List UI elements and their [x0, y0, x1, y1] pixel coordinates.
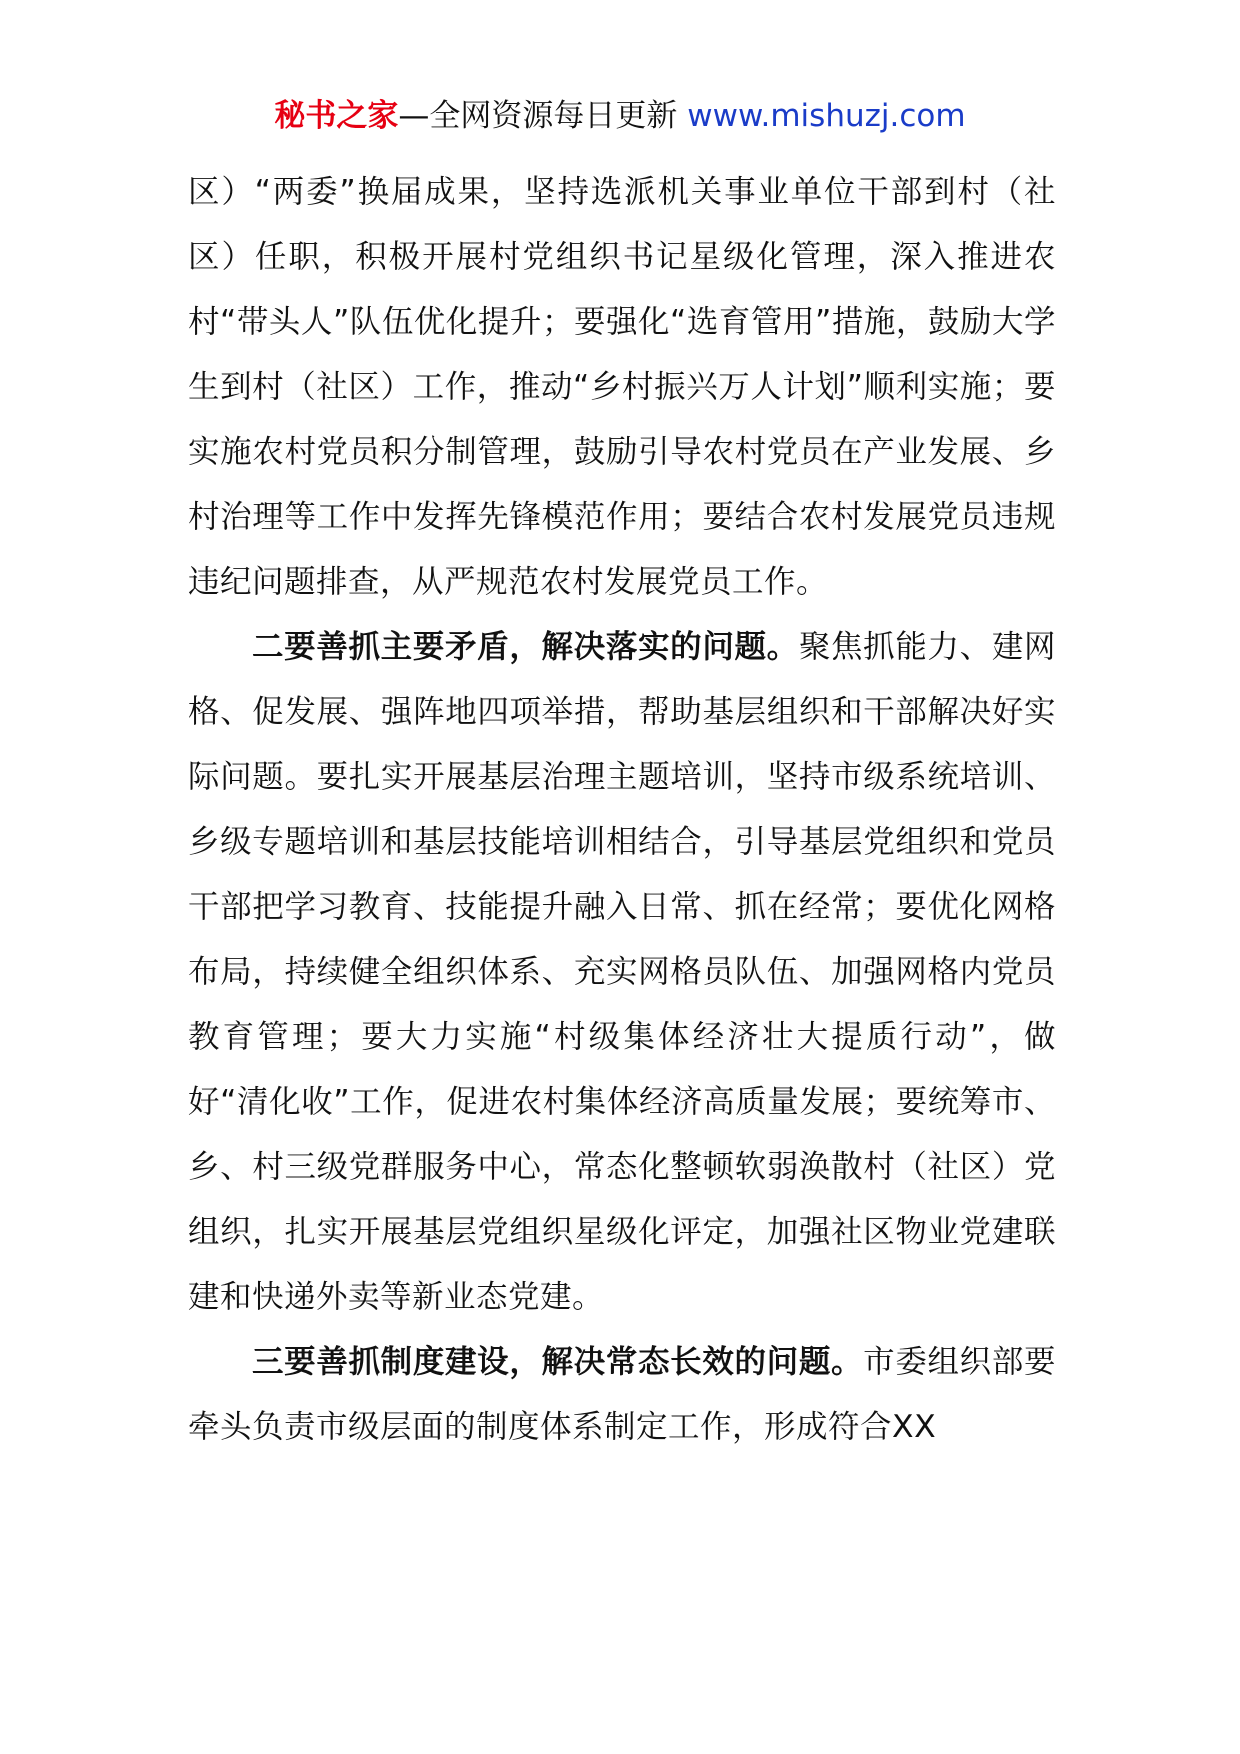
site-brand: 秘书之家	[274, 98, 399, 134]
site-tagline: —全网资源每日更新	[398, 98, 688, 134]
document-body	[188, 160, 1056, 1460]
paragraph-text: 聚焦抓能力、建网格、促发展、强阵地四项举措，帮助基层组织和干部解决好实际问题。要扎实开展基层治理主题培训，坚持市级系统培训、乡级专题培训和基层技能培训相结合，引导基层党组织和党员干部把学习教育、技能提升融入日常、抓在经常；要优化网格布局，持续健全组织体系、充实网格员队伍、加强网格内党员教育管理；要大力实施“村级集体经济壮大提质行动”，做好“清化收”工作，促进农村集体经济高质量发展；要统筹市、乡、村三级党群服务中心，常态化整顿软弱涣散村（社区）党组织，扎实开展基层党组织星级化评定，加强社区物业党建联建和快递外卖等新业态党建。	[188, 629, 1056, 1315]
paragraph-lead: 二要善抓主要矛盾，解决落实的问题。	[252, 629, 799, 665]
paragraph-point-three	[188, 1330, 1056, 1460]
paragraph-continuation	[188, 160, 1056, 615]
paragraph-lead: 三要善抓制度建设，解决常态长效的问题。	[252, 1344, 864, 1380]
paragraph-text: 市委组织部要牵头负责市级层面的制度体系制定工作，形成符合XX	[188, 1344, 1056, 1445]
paragraph-text: 区）“两委”换届成果，坚持选派机关事业单位干部到村（社区）任职，积极开展村党组织书记星级化管理，深入推进农村“带头人”队伍优化提升；要强化“选育管用”措施，鼓励大学生到村（社区）工作，推动“乡村振兴万人计划”顺利实施；要实施农村党员积分制管理，鼓励引导农村党员在产业发展、乡村治理等工作中发挥先锋模范作用；要结合农村发展党员违规违纪问题排查，从严规范农村发展党员工作。	[188, 174, 1056, 600]
paragraph-point-two	[188, 615, 1056, 1330]
site-header	[0, 96, 1240, 136]
site-url-link[interactable]: www.mishuzj.com	[687, 98, 966, 134]
